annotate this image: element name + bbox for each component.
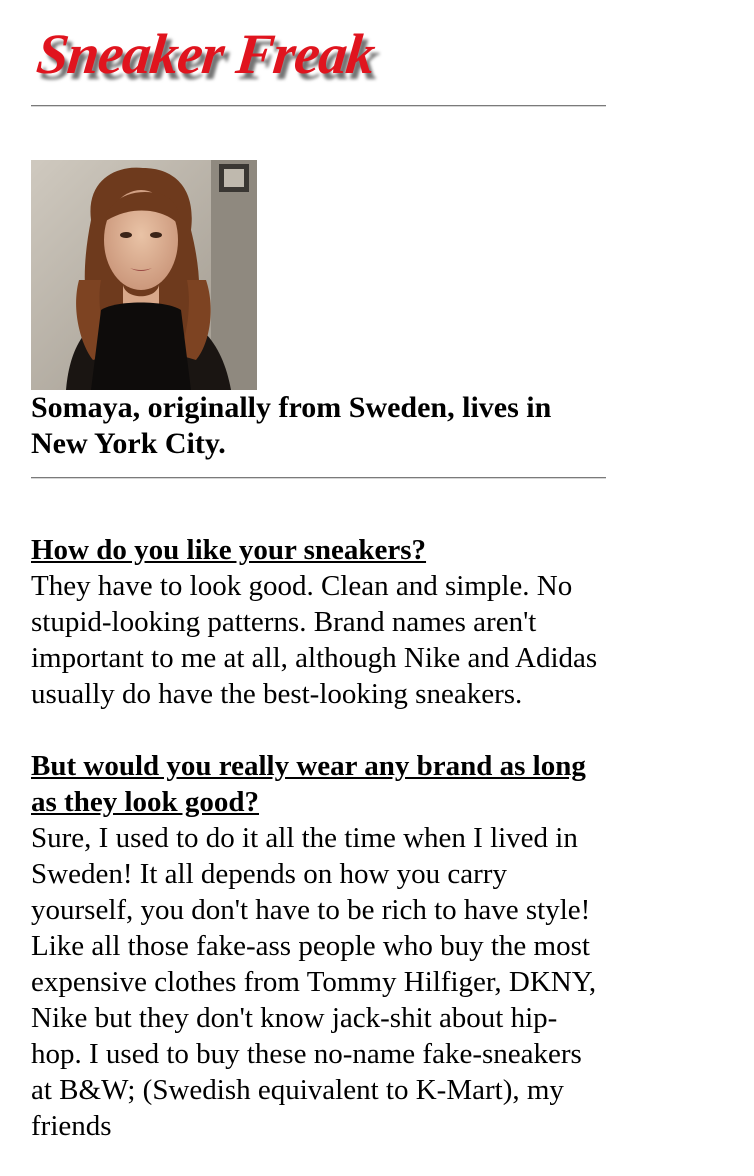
answer-2: Sure, I used to do it all the time when I lived in Sweden! It all depends on how you carry yourself, you don't have to be rich to have style! Like all those fake-ass people who buy the most expensive clothes from Tommy Hilfiger, DKNY, Nike but they don't know jack-shit about hip-hop. I used to buy these no-name fake-sneakers at B&W; (Swedish equivalent to K-Mart), my friends	[31, 822, 597, 1142]
photo-caption: Somaya, originally from Sweden, lives in New York City.	[31, 391, 552, 460]
divider-bottom	[31, 477, 606, 479]
portrait-image	[31, 160, 257, 390]
site-logo[interactable]: Sneaker Freak	[33, 23, 378, 86]
answer-1: They have to look good. Clean and simple. No stupid-looking patterns. Brand names aren't important to me at all, although Nike and Adidas usually do have the best-looking sneakers.	[31, 570, 598, 710]
paragraph-gap	[31, 712, 606, 748]
interview	[31, 532, 606, 1144]
divider-top	[31, 105, 606, 107]
question-1: How do you like your sneakers?	[31, 534, 427, 566]
question-2: But would you really wear any brand as long as they look good?	[31, 750, 586, 818]
portrait-photo	[31, 160, 257, 390]
